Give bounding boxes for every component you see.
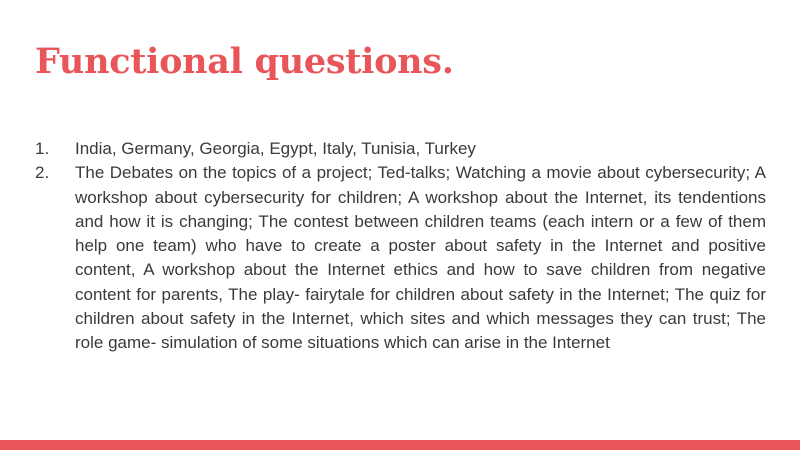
slide-title: Functional questions. <box>35 41 454 82</box>
numbered-list <box>35 137 766 356</box>
list-item-text: The Debates on the topics of a project; Ted-talks; Watching a movie about cybersecurity; A workshop about cybersecurity for children; A workshop about the Internet, its tendentions and how it is changing; The contest between children teams (each intern or a few of them help one team) who have to create a poster about safety in the Internet and positive content, A workshop about the Internet ethics and how to save children from negative content for parents, The play- fairytale for children about safety in the Internet; The quiz for children about safety in the Internet, which sites and which messages they can trust; The role game- simulation of some situations which can arise in the Internet <box>75 163 766 353</box>
list-item-number: 1. <box>35 139 50 158</box>
list-item <box>35 137 766 161</box>
bottom-accent-bar <box>0 440 800 450</box>
list-item-text: India, Germany, Georgia, Egypt, Italy, Tunisia, Turkey <box>75 139 476 158</box>
list-item-number: 2. <box>35 163 50 183</box>
list-item <box>35 161 766 355</box>
